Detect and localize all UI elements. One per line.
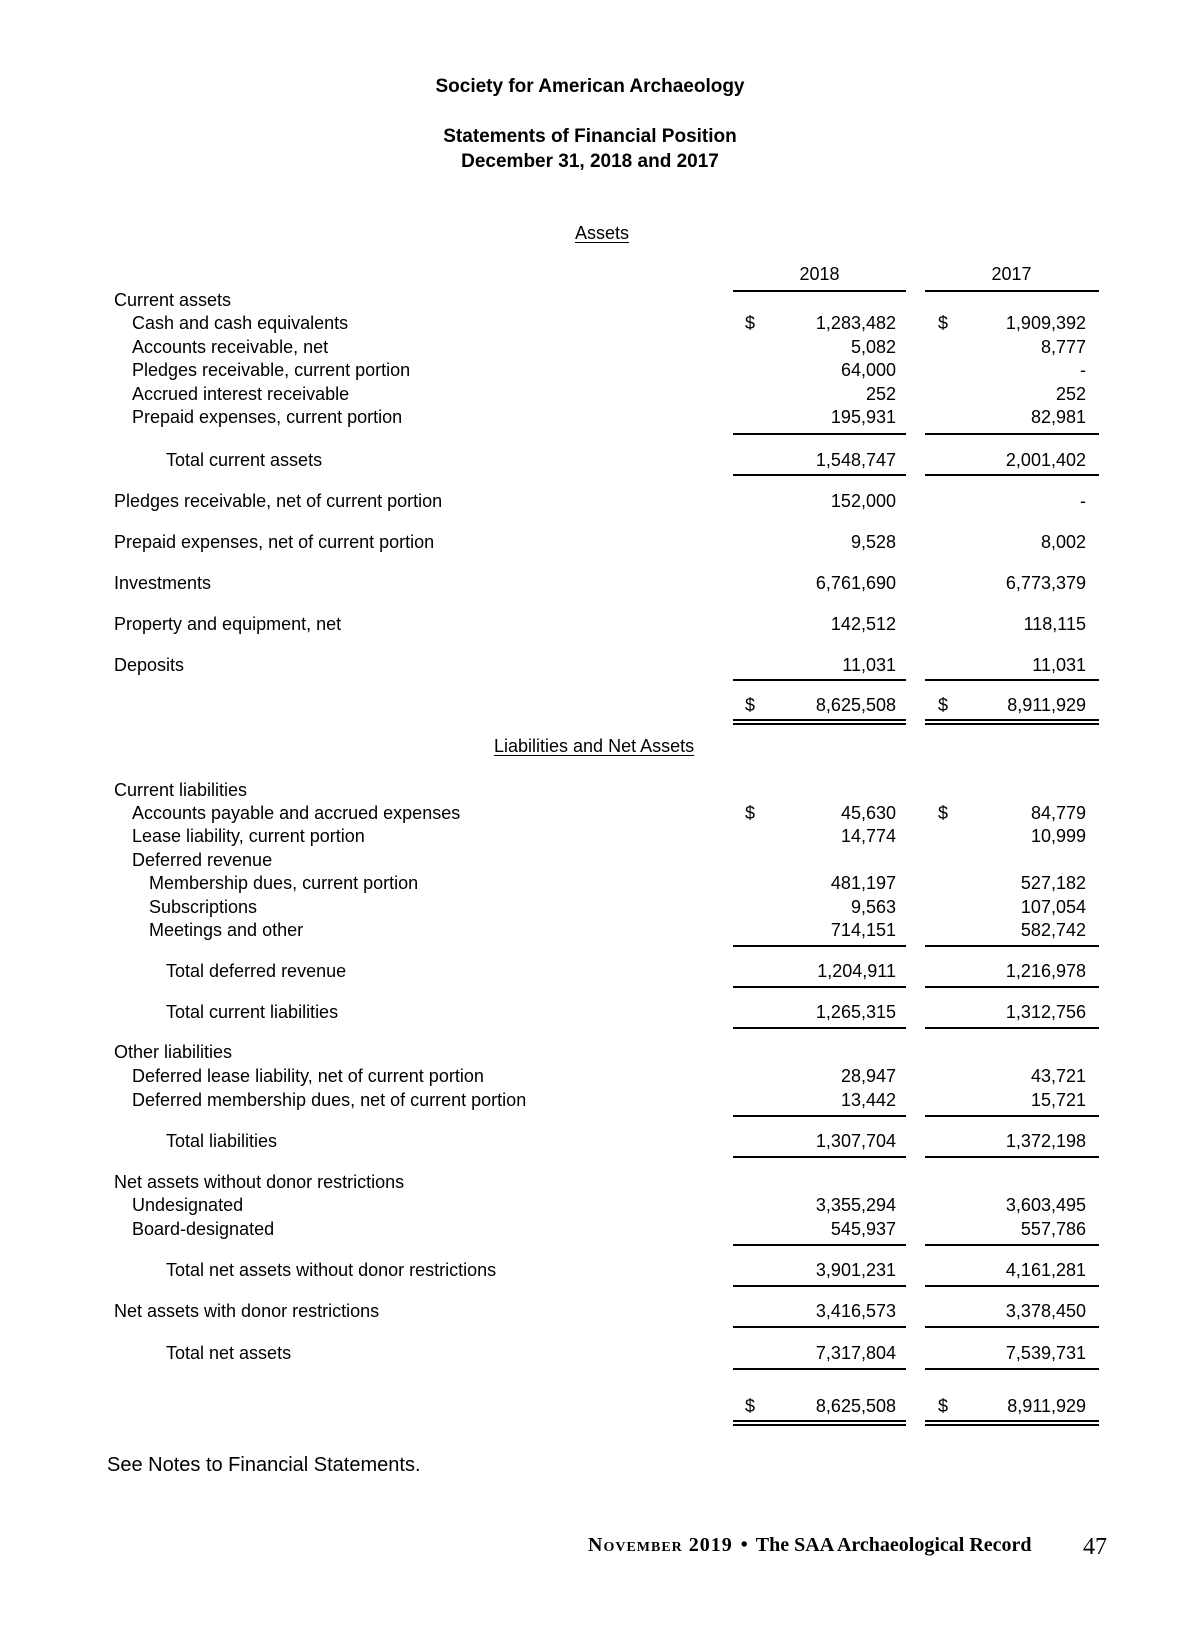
double-rule: [925, 1424, 1099, 1426]
row-label: Total current liabilities: [166, 1002, 339, 1022]
subtotal-rule: [925, 1285, 1099, 1287]
table-row: [0, 313, 1200, 337]
value-2017: 15,721: [1030, 1090, 1086, 1110]
value-2017: 8,777: [1040, 337, 1086, 357]
value-2018: 9,528: [850, 532, 896, 552]
value-2018: 5,082: [850, 337, 896, 357]
table-row: [0, 1195, 1200, 1219]
value-2017: 582,742: [1020, 920, 1086, 940]
subtotal-rule: [733, 945, 906, 947]
subtotal-rule: [925, 1027, 1099, 1029]
total-current-assets-row: [0, 450, 1200, 474]
subtotal-rule: [733, 1368, 906, 1370]
value-2018: 1,548,747: [815, 450, 896, 470]
subtotal-rule: [925, 433, 1099, 435]
table-row: [0, 1090, 1200, 1114]
value-2017: 6,773,379: [1005, 573, 1086, 593]
row-label: Total net assets without donor restrictions: [166, 1260, 497, 1280]
row-label: Membership dues, current portion: [149, 873, 419, 893]
liabilities-heading: Liabilities and Net Assets: [494, 736, 695, 756]
row-label: Deferred membership dues, net of current portion: [132, 1090, 527, 1110]
value-2018: 11,031: [842, 655, 896, 675]
subtotal-rule: [733, 1115, 906, 1117]
subtotal-rule: [925, 986, 1099, 988]
table-row: [0, 897, 1200, 921]
net-assets-without-heading: Net assets without donor restrictions: [114, 1172, 405, 1192]
value-2018: 8,625,508: [815, 1396, 896, 1416]
value-2018: 64,000: [840, 360, 896, 380]
table-row: [0, 655, 1200, 679]
current-assets-heading: Current assets: [114, 290, 232, 310]
statement-title: Statements of Financial Position: [443, 126, 737, 147]
double-rule: [733, 723, 906, 725]
table-row: [0, 920, 1200, 944]
subtotal-rule: [733, 1156, 906, 1158]
value-2017: 11,031: [1032, 655, 1086, 675]
row-label: Pledges receivable, current portion: [132, 360, 411, 380]
table-row: [0, 803, 1200, 827]
value-2017: 8,002: [1040, 532, 1086, 552]
row-label: Property and equipment, net: [114, 614, 342, 634]
value-2018: 195,931: [830, 407, 896, 427]
total-rule: [925, 474, 1099, 476]
value-2017: 118,115: [1023, 614, 1086, 634]
assets-heading: Assets: [575, 223, 630, 243]
table-row: [0, 614, 1200, 638]
row-label: Pledges receivable, net of current portion: [114, 491, 443, 511]
total-net-assets-row: [0, 1343, 1200, 1367]
row-label: Total liabilities: [166, 1131, 278, 1151]
total-deferred-revenue-row: [0, 961, 1200, 985]
value-2018: 152,000: [830, 491, 896, 511]
subtotal-rule: [925, 945, 1099, 947]
current-liabilities-heading: Current liabilities: [114, 780, 248, 800]
table-row: [0, 407, 1200, 431]
value-2018: 1,204,911: [817, 961, 896, 981]
subtotal-rule: [733, 1326, 906, 1328]
row-label: Investments: [114, 573, 212, 593]
value-2017: 1,216,978: [1005, 961, 1086, 981]
row-label: Total net assets: [166, 1343, 292, 1363]
dollar-sign: $: [938, 803, 949, 823]
double-rule: [925, 719, 1099, 721]
subtotal-rule: [925, 679, 1099, 681]
value-2018: 545,937: [830, 1219, 896, 1239]
total-net-assets-without-row: [0, 1260, 1200, 1284]
subtotal-rule: [925, 1368, 1099, 1370]
subtotal-rule: [925, 1244, 1099, 1246]
other-liabilities-heading: Other liabilities: [114, 1042, 233, 1062]
table-row: [0, 491, 1200, 515]
value-2018: 9,563: [850, 897, 896, 917]
double-rule: [733, 1424, 906, 1426]
subtotal-rule: [733, 679, 906, 681]
row-label: Net assets with donor restrictions: [114, 1301, 380, 1321]
value-2017: 252: [1055, 384, 1086, 404]
publication-name: The SAA Archaeological Record: [755, 1534, 1032, 1556]
dollar-sign: $: [745, 1396, 756, 1416]
table-row: [0, 1066, 1200, 1090]
deferred-revenue-heading: Deferred revenue: [132, 850, 273, 870]
page-number: 47: [1083, 1534, 1107, 1560]
value-2018: 481,197: [830, 873, 896, 893]
value-2017: 1,909,392: [1005, 313, 1086, 333]
value-2018: 1,283,482: [815, 313, 896, 333]
notes-reference: See Notes to Financial Statements.: [107, 1454, 421, 1476]
subtotal-rule: [925, 1326, 1099, 1328]
table-row: [0, 573, 1200, 597]
value-2018: 1,307,704: [815, 1131, 896, 1151]
value-2017: -: [1080, 491, 1086, 511]
value-2018: 142,512: [830, 614, 896, 634]
dollar-sign: $: [938, 695, 949, 715]
table-row: [0, 384, 1200, 408]
dollar-sign: $: [938, 313, 949, 333]
issue-month: November 2019: [588, 1534, 733, 1556]
running-footer: [588, 1534, 1032, 1557]
table-row: [0, 532, 1200, 556]
row-label: Accrued interest receivable: [132, 384, 350, 404]
statement-date: December 31, 2018 and 2017: [461, 151, 719, 172]
subtotal-rule: [733, 433, 906, 435]
total-liabilities-row: [0, 1131, 1200, 1155]
table-row: [0, 873, 1200, 897]
total-assets-row: [0, 695, 1200, 719]
row-label: Deposits: [114, 655, 185, 675]
subtotal-rule: [925, 1115, 1099, 1117]
row-label: Lease liability, current portion: [132, 826, 365, 846]
bullet-separator: •: [740, 1534, 748, 1556]
dollar-sign: $: [745, 803, 756, 823]
dollar-sign: $: [745, 313, 756, 333]
row-label: Prepaid expenses, current portion: [132, 407, 403, 427]
value-2017: -: [1080, 360, 1086, 380]
value-2018: 45,630: [840, 803, 896, 823]
value-2017: 527,182: [1020, 873, 1086, 893]
value-2018: 1,265,315: [815, 1002, 896, 1022]
net-assets-with-row: [0, 1301, 1200, 1325]
value-2018: 3,901,231: [815, 1260, 896, 1280]
value-2017: 1,312,756: [1005, 1002, 1086, 1022]
subtotal-rule: [733, 986, 906, 988]
value-2017: 8,911,929: [1007, 1396, 1086, 1416]
row-label: Accounts receivable, net: [132, 337, 329, 357]
value-2017: 3,378,450: [1005, 1301, 1086, 1321]
value-2017: 557,786: [1020, 1219, 1086, 1239]
double-rule: [925, 723, 1099, 725]
value-2018: 14,774: [840, 826, 896, 846]
year-2017-header: 2017: [991, 264, 1032, 284]
value-2018: 6,761,690: [815, 573, 896, 593]
subtotal-rule: [733, 1285, 906, 1287]
dollar-sign: $: [938, 1396, 949, 1416]
subtotal-rule: [733, 1244, 906, 1246]
value-2018: 8,625,508: [815, 695, 896, 715]
row-label: Total current assets: [166, 450, 323, 470]
row-label: Accounts payable and accrued expenses: [132, 803, 461, 823]
row-label: Prepaid expenses, net of current portion: [114, 532, 435, 552]
table-row: [0, 1219, 1200, 1243]
value-2018: 28,947: [840, 1066, 896, 1086]
value-2018: 3,416,573: [815, 1301, 896, 1321]
total-current-liabilities-row: [0, 1002, 1200, 1026]
value-2017: 82,981: [1030, 407, 1086, 427]
value-2017: 43,721: [1030, 1066, 1086, 1086]
value-2018: 252: [865, 384, 896, 404]
value-2017: 107,054: [1020, 897, 1086, 917]
row-label: Undesignated: [132, 1195, 244, 1215]
row-label: Deferred lease liability, net of current portion: [132, 1066, 484, 1086]
double-rule: [733, 1420, 906, 1422]
value-2017: 4,161,281: [1005, 1260, 1086, 1280]
value-2018: 714,151: [830, 920, 896, 940]
year-2018-header: 2018: [799, 264, 840, 284]
row-label: Cash and cash equivalents: [132, 313, 349, 333]
row-label: Total deferred revenue: [166, 961, 347, 981]
row-label: Meetings and other: [149, 920, 304, 940]
value-2018: 13,442: [840, 1090, 896, 1110]
total-liabilities-net-assets-row: [0, 1396, 1200, 1420]
organization-title: Society for American Archaeology: [435, 76, 745, 97]
double-rule: [925, 1420, 1099, 1422]
value-2017: 84,779: [1030, 803, 1086, 823]
table-row: [0, 826, 1200, 850]
value-2018: 7,317,804: [815, 1343, 896, 1363]
table-row: [0, 337, 1200, 361]
row-label: Subscriptions: [149, 897, 258, 917]
subtotal-rule: [925, 1156, 1099, 1158]
value-2017: 7,539,731: [1005, 1343, 1086, 1363]
row-label: Board-designated: [132, 1219, 275, 1239]
value-2017: 2,001,402: [1005, 450, 1086, 470]
value-2018: 3,355,294: [815, 1195, 896, 1215]
value-2017: 3,603,495: [1005, 1195, 1086, 1215]
value-2017: 10,999: [1030, 826, 1086, 846]
table-row: [0, 360, 1200, 384]
total-rule: [733, 474, 906, 476]
value-2017: 8,911,929: [1007, 695, 1086, 715]
double-rule: [733, 719, 906, 721]
dollar-sign: $: [745, 695, 756, 715]
subtotal-rule: [733, 1027, 906, 1029]
value-2017: 1,372,198: [1005, 1131, 1086, 1151]
